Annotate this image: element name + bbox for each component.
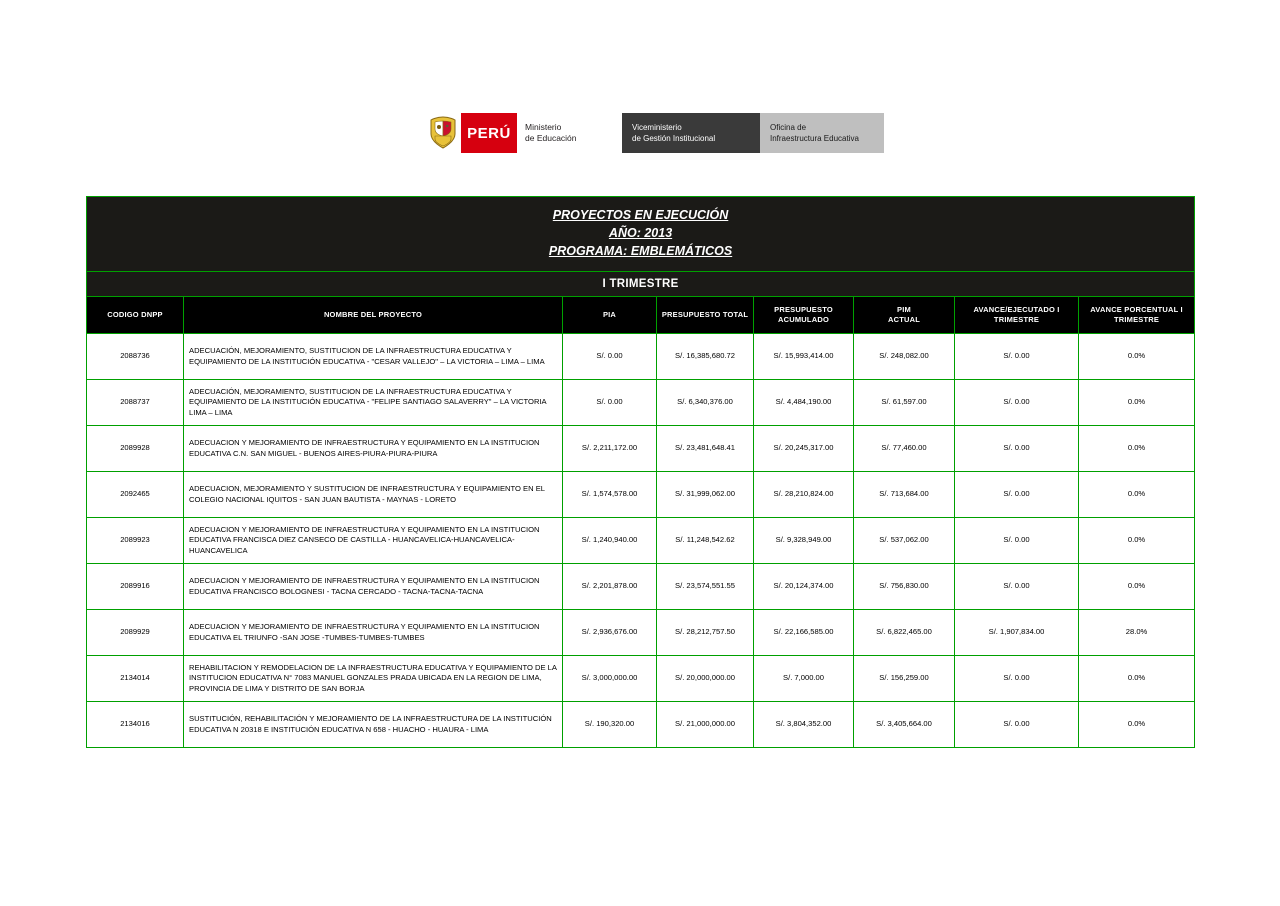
cell-avance-porcentual: 0.0% [1079,472,1195,518]
cell-avance-porcentual: 28.0% [1079,610,1195,656]
cell-pia: S/. 190,320.00 [563,702,657,748]
table-subtitle-row [87,272,1195,297]
table-header-row [87,297,1195,334]
column-header-porcentual-line-2: TRIMESTRE [1113,315,1160,324]
projects-table [86,196,1195,748]
column-header-avance-porcentual [1079,297,1195,334]
cell-presupuesto-total: S/. 16,385,680.72 [657,334,754,380]
cell-presupuesto-acumulado: S/. 4,484,190.00 [754,380,854,426]
cell-presupuesto-acumulado: S/. 3,804,352.00 [754,702,854,748]
cell-presupuesto-acumulado: S/. 9,328,949.00 [754,518,854,564]
cell-avance-porcentual: 0.0% [1079,702,1195,748]
office-line-2: Infraestructura Educativa [770,134,859,143]
cell-avance-ejecutado: S/. 0.00 [955,702,1079,748]
cell-avance-porcentual: 0.0% [1079,426,1195,472]
cell-pim-actual: S/. 61,597.00 [854,380,955,426]
column-header-codigo: CODIGO DNPP [87,297,184,334]
cell-avance-ejecutado: S/. 0.00 [955,426,1079,472]
cell-pim-actual: S/. 6,822,465.00 [854,610,955,656]
cell-presupuesto-total: S/. 23,481,648.41 [657,426,754,472]
cell-pia: S/. 0.00 [563,380,657,426]
column-header-presupuesto-acumulado-line-1: PRESUPUESTO [774,305,833,314]
cell-avance-ejecutado: S/. 0.00 [955,518,1079,564]
cell-pim-actual: S/. 3,405,664.00 [854,702,955,748]
table-row [87,702,1195,748]
table-row [87,610,1195,656]
cell-codigo-dnpp: 2089916 [87,564,184,610]
column-header-avance-line-2: TRIMESTRE [993,315,1040,324]
ministry-line-2: de Educación [525,133,577,143]
cell-codigo-dnpp: 2089929 [87,610,184,656]
cell-pia: S/. 1,240,940.00 [563,518,657,564]
table-subtitle: I TRIMESTRE [87,272,1195,297]
column-header-pim-line-1: PIM [897,305,911,314]
peru-coat-of-arms-icon [425,113,461,153]
cell-presupuesto-total: S/. 11,248,542.62 [657,518,754,564]
cell-presupuesto-total: S/. 21,000,000.00 [657,702,754,748]
column-header-presupuesto-acumulado-line-2: ACUMULADO [778,315,829,324]
cell-avance-ejecutado: S/. 0.00 [955,334,1079,380]
cell-nombre-proyecto: ADECUACIÓN, MEJORAMIENTO, SUSTITUCION DE LA INFRAESTRUCTURA EDUCATIVA Y EQUIPAMIENTO DE LA INSTITUCIÓN EDUCATIVA - "FELIPE SANTIAGO SALAVERRY" – LA VICTORIA LIMA – LIMA [184,380,563,426]
column-header-nombre: NOMBRE DEL PROYECTO [184,297,563,334]
table-body [87,334,1195,748]
office-block [760,113,884,153]
ministry-line-1: Ministerio [525,122,562,132]
table-row [87,518,1195,564]
cell-codigo-dnpp: 2088736 [87,334,184,380]
table-row [87,656,1195,702]
cell-avance-ejecutado: S/. 0.00 [955,472,1079,518]
cell-pim-actual: S/. 713,684.00 [854,472,955,518]
cell-avance-porcentual: 0.0% [1079,564,1195,610]
cell-presupuesto-acumulado: S/. 15,993,414.00 [754,334,854,380]
title-line-2: AÑO: 2013 [608,226,673,240]
column-header-avance-ejecutado [955,297,1079,334]
viceministry-block [622,113,760,153]
column-header-pia: PIA [563,297,657,334]
cell-avance-porcentual: 0.0% [1079,380,1195,426]
cell-pim-actual: S/. 756,830.00 [854,564,955,610]
projects-table-container [86,196,1194,748]
cell-presupuesto-acumulado: S/. 20,124,374.00 [754,564,854,610]
table-row [87,334,1195,380]
cell-nombre-proyecto: ADECUACIÓN, MEJORAMIENTO, SUSTITUCION DE LA INFRAESTRUCTURA EDUCATIVA Y EQUIPAMIENTO DE LA INSTITUCIÓN EDUCATIVA - "CESAR VALLEJO" – LA VICTORIA – LIMA – LIMA [184,334,563,380]
cell-pia: S/. 1,574,578.00 [563,472,657,518]
cell-presupuesto-total: S/. 23,574,551.55 [657,564,754,610]
cell-presupuesto-acumulado: S/. 7,000.00 [754,656,854,702]
ministry-block [517,113,622,153]
cell-presupuesto-total: S/. 28,212,757.50 [657,610,754,656]
cell-nombre-proyecto: ADECUACION Y MEJORAMIENTO DE INFRAESTRUCTURA Y EQUIPAMIENTO EN LA INSTITUCION EDUCATIVA FRANCISCA DIEZ CANSECO DE CASTILLA - HUANCAVELICA-HUANCAVELICA-HUANCAVELICA [184,518,563,564]
cell-avance-ejecutado: S/. 0.00 [955,380,1079,426]
cell-nombre-proyecto: ADECUACION Y MEJORAMIENTO DE INFRAESTRUCTURA Y EQUIPAMIENTO EN LA INSTITUCION EDUCATIVA C.N. SAN MIGUEL - BUENOS AIRES-PIURA-PIURA-PIURA [184,426,563,472]
office-line-1: Oficina de [770,123,807,132]
institutional-header [425,113,884,153]
column-header-porcentual-line-1: AVANCE PORCENTUAL I [1090,305,1183,314]
cell-presupuesto-total: S/. 31,999,062.00 [657,472,754,518]
cell-presupuesto-total: S/. 6,340,376.00 [657,380,754,426]
cell-codigo-dnpp: 2134016 [87,702,184,748]
peru-brand-label: PERÚ [461,113,517,153]
cell-pia: S/. 3,000,000.00 [563,656,657,702]
table-title [87,197,1195,272]
column-header-presupuesto-total: PRESUPUESTO TOTAL [657,297,754,334]
cell-presupuesto-acumulado: S/. 22,166,585.00 [754,610,854,656]
viceministry-line-2: de Gestión Institucional [632,134,716,143]
cell-pia: S/. 2,201,878.00 [563,564,657,610]
cell-presupuesto-acumulado: S/. 20,245,317.00 [754,426,854,472]
cell-nombre-proyecto: ADECUACION Y MEJORAMIENTO DE INFRAESTRUCTURA Y EQUIPAMIENTO EN LA INSTITUCION EDUCATIVA FRANCISCO BOLOGNESI - TACNA CERCADO - TACNA-TACNA-TACNA [184,564,563,610]
cell-avance-porcentual: 0.0% [1079,518,1195,564]
table-row [87,564,1195,610]
cell-nombre-proyecto: SUSTITUCIÓN, REHABILITACIÓN Y MEJORAMIENTO DE LA INFRAESTRUCTURA DE LA INSTITUCIÓN EDUCATIVA N 20318 E INSTITUCIÓN EDUCATIVA N 658 - HUACHO - HUAURA - LIMA [184,702,563,748]
column-header-pim-actual [854,297,955,334]
cell-pim-actual: S/. 537,062.00 [854,518,955,564]
cell-pim-actual: S/. 77,460.00 [854,426,955,472]
title-line-3: PROGRAMA: EMBLEMÁTICOS [548,244,733,258]
cell-avance-ejecutado: S/. 0.00 [955,564,1079,610]
cell-presupuesto-total: S/. 20,000,000.00 [657,656,754,702]
cell-avance-porcentual: 0.0% [1079,656,1195,702]
table-row [87,426,1195,472]
cell-nombre-proyecto: REHABILITACION Y REMODELACION DE LA INFRAESTRUCTURA EDUCATIVA Y EQUIPAMIENTO DE LA INSTITUCION EDUCATIVA N° 7083 MANUEL GONZALES PRADA UBICADA EN LA REGION DE LIMA, PROVINCIA DE LIMA Y DISTRITO DE SAN BORJA [184,656,563,702]
column-header-avance-line-1: AVANCE/EJECUTADO I [973,305,1060,314]
cell-nombre-proyecto: ADECUACION Y MEJORAMIENTO DE INFRAESTRUCTURA Y EQUIPAMIENTO EN LA INSTITUCION EDUCATIVA EL TRIUNFO -SAN JOSE -TUMBES-TUMBES-TUMBES [184,610,563,656]
cell-codigo-dnpp: 2089928 [87,426,184,472]
cell-avance-ejecutado: S/. 1,907,834.00 [955,610,1079,656]
table-title-row [87,197,1195,272]
column-header-pim-line-2: ACTUAL [887,315,921,324]
cell-pim-actual: S/. 248,082.00 [854,334,955,380]
title-line-1: PROYECTOS EN EJECUCIÓN [552,208,729,222]
cell-presupuesto-acumulado: S/. 28,210,824.00 [754,472,854,518]
cell-codigo-dnpp: 2088737 [87,380,184,426]
cell-pia: S/. 2,211,172.00 [563,426,657,472]
cell-pia: S/. 2,936,676.00 [563,610,657,656]
viceministry-line-1: Viceministerio [632,123,682,132]
column-header-presupuesto-acumulado [754,297,854,334]
cell-avance-porcentual: 0.0% [1079,334,1195,380]
table-row [87,472,1195,518]
cell-pia: S/. 0.00 [563,334,657,380]
cell-codigo-dnpp: 2092465 [87,472,184,518]
cell-codigo-dnpp: 2089923 [87,518,184,564]
cell-codigo-dnpp: 2134014 [87,656,184,702]
cell-avance-ejecutado: S/. 0.00 [955,656,1079,702]
cell-pim-actual: S/. 156,259.00 [854,656,955,702]
table-row [87,380,1195,426]
cell-nombre-proyecto: ADECUACION, MEJORAMIENTO Y SUSTITUCION DE INFRAESTRUCTURA Y EQUIPAMIENTO EN EL COLEGIO NACIONAL IQUITOS - SAN JUAN BAUTISTA - MAYNAS - LORETO [184,472,563,518]
